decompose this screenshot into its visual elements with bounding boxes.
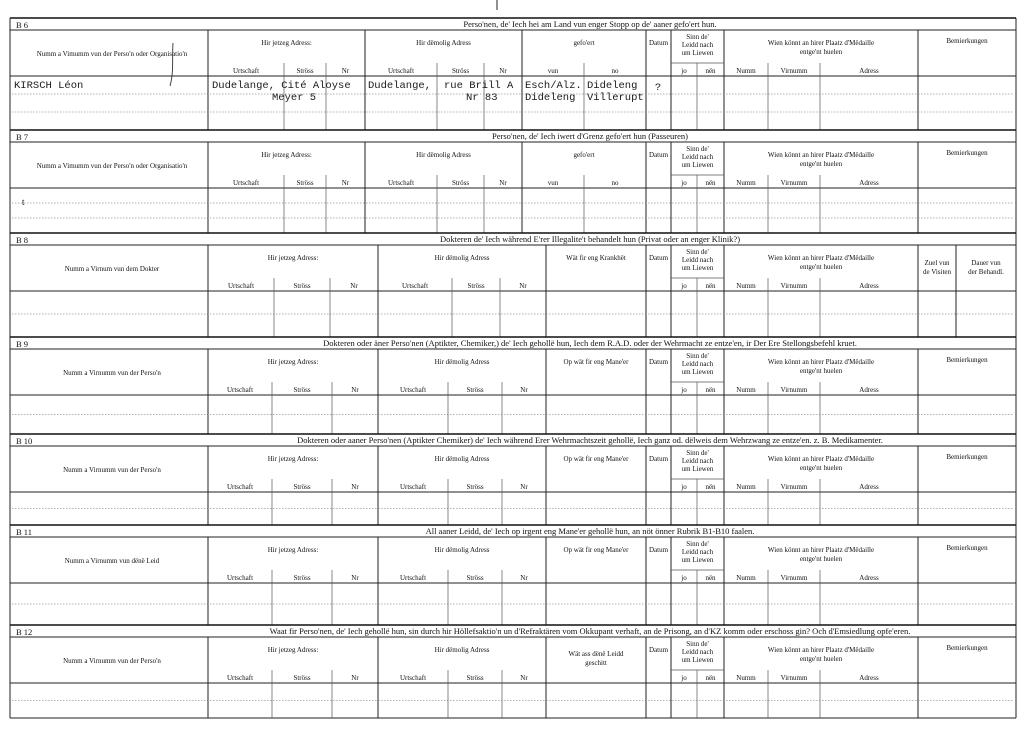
entry-current-town: Dudelange, Cité Aloyse xyxy=(212,80,351,92)
former-nr-header: Nr xyxy=(520,386,528,394)
current-town-header: Urtschaft xyxy=(226,674,254,682)
former-town-header: Urtschaft xyxy=(387,67,415,75)
former-nr-header: Nr xyxy=(519,282,527,290)
alive-header-line3: um Liewen xyxy=(681,656,714,664)
former-address-header: Hir dëmolig Adress xyxy=(434,546,490,554)
former-town-header: Urtschaft xyxy=(387,179,415,187)
entry-name: KIRSCH Léon xyxy=(14,80,84,92)
section-title: Dokteren oder äner Perso'nen (Aptikter, Chemiker,) de' Iech gehollë hun, Iech dem R.A.D. oder der Wehrmacht ze entze'en, ir Der Ere Stellongsbefehl kruet. xyxy=(323,338,857,348)
alive-header-line2: Leidd nach xyxy=(681,457,714,465)
medal-header-line2: entge'nt huelen xyxy=(799,160,843,168)
former-address-header: Hir dëmolig Adress xyxy=(434,455,490,463)
section-title: All aaner Leidd, de' Iech op irgent eng Mane'er gehollë hun, an nöt önner Rubrik B1-B10 faalen. xyxy=(425,526,755,536)
medal-header-line2: entge'nt huelen xyxy=(799,655,843,663)
name-column-header: Numm a Vimumm vun der Perso'n oder Organisatio'n xyxy=(36,50,188,58)
section-code: B 10 xyxy=(16,436,33,446)
transported-header: gefo'ert xyxy=(573,39,595,47)
date-header: Datum xyxy=(648,151,669,159)
current-street-header: Ströss xyxy=(293,386,311,394)
yes-header: jo xyxy=(681,483,687,491)
medal-firstname-header: Virnumm xyxy=(780,179,808,187)
remarks-header: Bemierkungen xyxy=(946,37,988,45)
remarks-header: Bemierkungen xyxy=(946,544,988,552)
alive-header: Sinn de' xyxy=(686,540,709,548)
former-address-header: Hir dëmolig Adress xyxy=(434,646,490,654)
alive-header-line3: um Liewen xyxy=(681,465,714,473)
medal-header: Wien könnt an hirer Plaatz d'Mëdaille xyxy=(767,358,875,366)
no-header: nën xyxy=(705,674,716,682)
medal-firstname-header: Virnumm xyxy=(780,282,808,290)
current-street-header: Ströss xyxy=(293,674,311,682)
former-nr-header: Nr xyxy=(520,574,528,582)
name-column-header: Numm a Virnumm vun dënë Leid xyxy=(64,557,160,565)
alive-header-line3: um Liewen xyxy=(681,161,714,169)
medal-header-line2: entge'nt huelen xyxy=(799,464,843,472)
medal-address-header: Adress xyxy=(859,179,879,187)
medal-surname-header: Numm xyxy=(736,574,756,582)
current-address-header: Hir jetzeg Adress: xyxy=(267,646,319,654)
medal-address-header: Adress xyxy=(859,483,879,491)
former-street-header: Ströss xyxy=(466,674,484,682)
section-title: Perso'nen, de' Iech iwert d'Grenz gefo'ert hun (Passeuren) xyxy=(492,131,688,141)
yes-header: jo xyxy=(681,67,687,75)
remarks-header: Bemierkungen xyxy=(946,149,988,157)
medal-header: Wien könnt an hirer Plaatz d'Mëdaille xyxy=(767,546,875,554)
alive-header-line3: um Liewen xyxy=(681,556,714,564)
former-address-header: Hir dëmolig Adress xyxy=(434,358,490,366)
current-town-header: Urtschaft xyxy=(232,67,260,75)
alive-header: Sinn de' xyxy=(686,449,709,457)
current-street-header: Ströss xyxy=(296,67,314,75)
yes-header: jo xyxy=(681,179,687,187)
medal-surname-header: Numm xyxy=(736,483,756,491)
remarks-header: Bemierkungen xyxy=(946,644,988,652)
alive-header: Sinn de' xyxy=(686,248,709,256)
former-address-header: Hir dëmolig Adress xyxy=(416,39,471,47)
visits-header: Zuel vun xyxy=(924,259,950,267)
yes-header: jo xyxy=(681,386,687,394)
section-code: B 12 xyxy=(16,627,33,637)
former-address-header: Hir dëmolig Adress xyxy=(416,151,471,159)
medal-surname-header: Numm xyxy=(736,674,756,682)
date-header: Datum xyxy=(648,546,669,554)
former-street-header: Ströss xyxy=(466,386,484,394)
date-header: Datum xyxy=(648,358,669,366)
medal-surname-header: Numm xyxy=(736,386,756,394)
from-header: vun xyxy=(547,179,559,187)
medal-surname-header: Numm xyxy=(736,282,756,290)
handwritten-tick: t xyxy=(22,197,25,207)
section-title: Waat fir Perso'nen, de' Iech gehollë hun, sin durch hir Höllefsaktio'n un d'Refraktären vom Okkupant verhaft, an de Prisong, an d'KZ komm oder erschoss gin? Och d'Emsiedlung opfe'eren. xyxy=(269,626,911,636)
current-street-header: Ströss xyxy=(296,179,314,187)
medal-header: Wien könnt an hirer Plaatz d'Mëdaille xyxy=(767,646,875,654)
former-street-header: Ströss xyxy=(451,67,470,75)
current-nr-header: Nr xyxy=(351,574,359,582)
yes-header: jo xyxy=(681,674,687,682)
medal-header-line2: entge'nt huelen xyxy=(799,555,843,563)
entry-former-nr: Nr 83 xyxy=(466,92,498,104)
entry-from-1: Esch/Alz. xyxy=(525,80,582,92)
former-nr-header: Nr xyxy=(520,483,528,491)
current-town-header: Urtschaft xyxy=(226,574,254,582)
current-address-header: Hir jetzeg Adress: xyxy=(267,455,319,463)
date-header: Datum xyxy=(648,646,669,654)
remarks-header: Bemierkungen xyxy=(946,453,988,461)
alive-header-line2: Leidd nach xyxy=(681,360,714,368)
visits-header-line2: de Visiten xyxy=(922,268,952,276)
former-street-header: Ströss xyxy=(451,179,470,187)
former-town-header: Urtschaft xyxy=(399,483,427,491)
current-nr-header: Nr xyxy=(351,386,359,394)
section-code: B 9 xyxy=(16,339,29,349)
entry-to-2: Villerupt xyxy=(587,92,644,104)
current-street-header: Ströss xyxy=(293,282,311,290)
former-street-header: Ströss xyxy=(466,574,484,582)
current-town-header: Urtschaft xyxy=(226,386,254,394)
medal-header-line2: entge'nt huelen xyxy=(799,48,843,56)
entry-from-2: Dideleng xyxy=(525,92,576,104)
no-header: nën xyxy=(705,282,716,290)
current-town-header: Urtschaft xyxy=(226,483,254,491)
column4-header: Wät ass dënë Leidd xyxy=(568,650,624,658)
medal-firstname-header: Virnumm xyxy=(780,674,808,682)
medal-address-header: Adress xyxy=(859,574,879,582)
former-town-header: Urtschaft xyxy=(399,674,427,682)
current-town-header: Urtschaft xyxy=(227,282,255,290)
date-header: Datum xyxy=(648,254,669,262)
to-header: no xyxy=(611,67,619,75)
current-nr-header: Nr xyxy=(351,483,359,491)
entry-former-town: Dudelange, xyxy=(368,80,432,92)
medal-header: Wien könnt an hirer Plaatz d'Mëdaille xyxy=(767,151,875,159)
yes-header: jo xyxy=(681,282,687,290)
duration-header-line2: der Behandl. xyxy=(968,268,1004,276)
medal-address-header: Adress xyxy=(859,282,879,290)
current-street-header: Ströss xyxy=(293,483,311,491)
alive-header-line3: um Liewen xyxy=(681,264,714,272)
former-street-header: Ströss xyxy=(467,282,485,290)
former-street-header: Ströss xyxy=(466,483,484,491)
current-address-header: Hir jetzeg Adress: xyxy=(267,546,319,554)
alive-header-line2: Leidd nach xyxy=(681,548,714,556)
section-title: Dokteren oder aaner Perso'nen (Aptikter Chemiker) de' Iech während Erer Wehrmachtszeit gehollë, Iech ganz od. dëlweis dem Wehrzwang ze entze'en. z. B. Medikamenter. xyxy=(297,435,883,445)
current-nr-header: Nr xyxy=(351,674,359,682)
section-code: B 6 xyxy=(16,20,29,30)
column4-header: Op wät fir eng Mane'er xyxy=(563,358,629,366)
alive-header: Sinn de' xyxy=(686,33,709,41)
current-address-header: Hir jetzeg Adress: xyxy=(261,39,312,47)
medal-address-header: Adress xyxy=(859,67,879,75)
duration-header: Dauer vun xyxy=(971,259,1001,267)
medal-header: Wien könnt an hirer Plaatz d'Mëdaille xyxy=(767,254,875,262)
entry-date: ? xyxy=(654,82,662,94)
alive-header-line2: Leidd nach xyxy=(681,648,714,656)
current-nr-header: Nr xyxy=(341,179,350,187)
entry-to-1: Dideleng xyxy=(587,80,638,92)
name-column-header: Numm a Virnumm vun der Perso'n xyxy=(63,657,161,665)
medal-surname-header: Numm xyxy=(736,67,756,75)
column4-header: Wät fir eng Krankhët xyxy=(566,254,626,262)
former-nr-header: Nr xyxy=(499,179,507,187)
transported-header: gefo'ert xyxy=(573,151,595,159)
from-header: vun xyxy=(547,67,559,75)
no-header: nën xyxy=(705,179,716,187)
no-header: nën xyxy=(705,67,716,75)
medal-header-line2: entge'nt huelen xyxy=(799,367,843,375)
to-header: no xyxy=(611,179,619,187)
name-column-header: Numm a Vimumm vun der Perso'n oder Organisatio'n xyxy=(36,162,188,170)
current-address-header: Hir jetzeg Adress: xyxy=(261,151,312,159)
name-column-header: Numm a Virnum vun dem Dokter xyxy=(64,265,160,273)
date-header: Datum xyxy=(648,455,669,463)
alive-header-line2: Leidd nach xyxy=(681,153,714,161)
alive-header-line3: um Liewen xyxy=(681,49,714,57)
name-column-header: Numm a Virnumm vun der Perso'n xyxy=(63,466,161,474)
former-town-header: Urtschaft xyxy=(399,386,427,394)
section-title: Perso'nen, de' Iech hei am Land vun enger Stopp op de' aaner gefo'ert hun. xyxy=(463,19,717,29)
column4-header: Op wät fir eng Mane'er xyxy=(563,546,629,554)
medal-address-header: Adress xyxy=(859,386,879,394)
alive-header: Sinn de' xyxy=(686,640,709,648)
alive-header-line2: Leidd nach xyxy=(681,41,714,49)
date-header: Datum xyxy=(648,39,669,47)
no-header: nën xyxy=(705,483,716,491)
yes-header: jo xyxy=(681,574,687,582)
alive-header-line3: um Liewen xyxy=(681,368,714,376)
medal-firstname-header: Virnumm xyxy=(780,483,808,491)
alive-header: Sinn de' xyxy=(686,352,709,360)
no-header: nën xyxy=(705,574,716,582)
section-code: B 8 xyxy=(16,235,29,245)
medal-firstname-header: Virnumm xyxy=(780,574,808,582)
medal-firstname-header: Virnumm xyxy=(780,386,808,394)
medal-surname-header: Numm xyxy=(736,179,756,187)
remarks-header: Bemierkungen xyxy=(946,356,988,364)
section-title: Dokteren de' Iech während E'rer Illegalite't behandelt hun (Privat oder an enger Klinik?) xyxy=(439,234,741,244)
current-address-header: Hir jetzeg Adress: xyxy=(267,358,319,366)
medal-header: Wien könnt an hirer Plaatz d'Mëdaille xyxy=(767,455,875,463)
current-street-header: Ströss xyxy=(293,574,311,582)
current-nr-header: Nr xyxy=(341,67,350,75)
name-column-header: Numm a Virnumm vun der Perso'n xyxy=(63,369,161,377)
entry-current-street: Meyer 5 xyxy=(272,92,317,104)
medal-firstname-header: Virnumm xyxy=(780,67,808,75)
current-address-header: Hir jetzeg Adress: xyxy=(267,254,319,262)
former-address-header: Hir dëmolig Adress xyxy=(434,254,490,262)
current-town-header: Urtschaft xyxy=(232,179,260,187)
alive-header: Sinn de' xyxy=(686,145,709,153)
alive-header-line2: Leidd nach xyxy=(681,256,714,264)
section-code: B 7 xyxy=(16,132,29,142)
column4-header-line2: geschitt xyxy=(585,659,607,667)
entry-former-street: rue Brill A xyxy=(444,80,514,92)
medal-header-line2: entge'nt huelen xyxy=(799,263,843,271)
current-nr-header: Nr xyxy=(350,282,358,290)
no-header: nën xyxy=(705,386,716,394)
former-town-header: Urtschaft xyxy=(401,282,429,290)
former-town-header: Urtschaft xyxy=(399,574,427,582)
former-nr-header: Nr xyxy=(499,67,507,75)
former-nr-header: Nr xyxy=(520,674,528,682)
medal-address-header: Adress xyxy=(859,674,879,682)
medal-header: Wien könnt an hirer Plaatz d'Mëdaille xyxy=(767,39,875,47)
column4-header: Op wät fir eng Mane'er xyxy=(563,455,629,463)
section-code: B 11 xyxy=(16,527,32,537)
